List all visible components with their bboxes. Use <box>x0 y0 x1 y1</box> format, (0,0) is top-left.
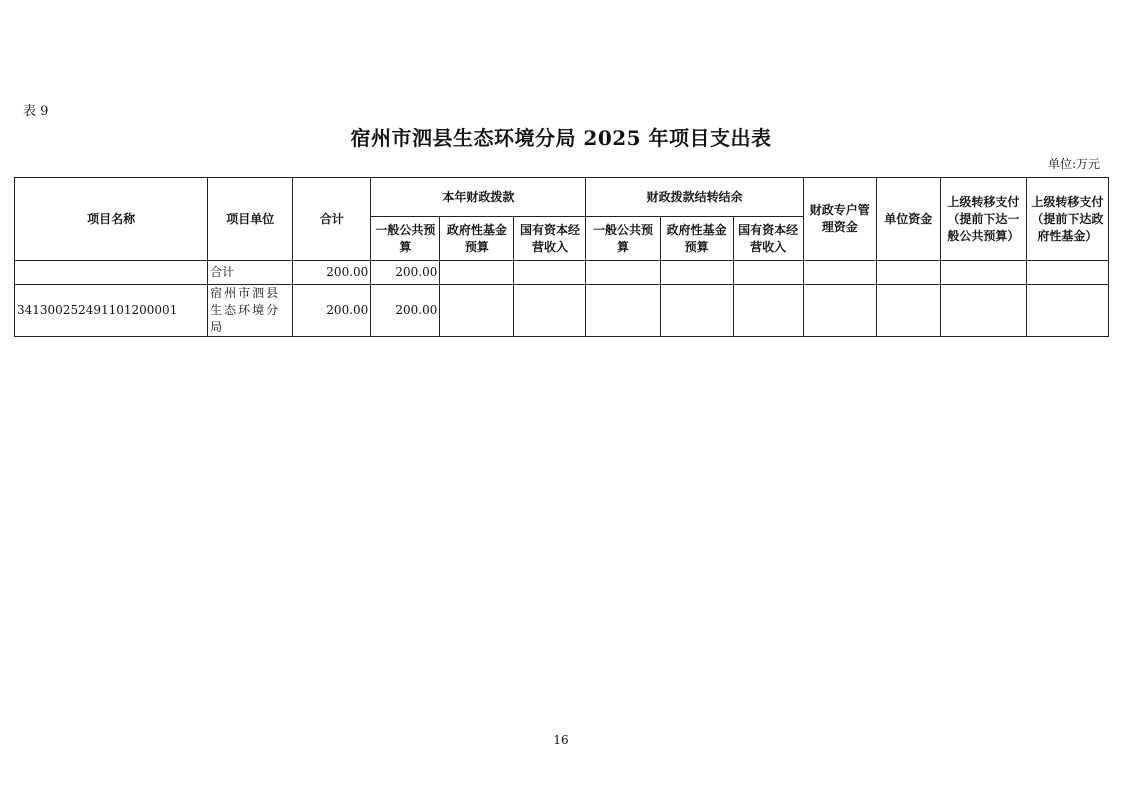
col-header-project-name: 项目名称 <box>15 178 208 261</box>
col-header-transfer-general: 上级转移支付（提前下达一般公共预算） <box>940 178 1026 261</box>
cell-total: 200.00 <box>293 285 371 337</box>
cell-empty <box>733 261 803 285</box>
table-row <box>15 285 1109 337</box>
cell-empty <box>803 261 876 285</box>
cell-empty <box>876 261 940 285</box>
cell-project-name <box>15 261 208 285</box>
project-expenditure-table <box>14 177 1109 337</box>
cell-empty <box>733 285 803 337</box>
table-row-total <box>15 261 1109 285</box>
cell-empty <box>514 285 586 337</box>
unit-label: 单位:万元 <box>1047 157 1100 171</box>
col-header-carryover-general-budget: 一般公共预算 <box>586 217 660 261</box>
cell-empty <box>440 285 514 337</box>
cell-current-general-budget: 200.00 <box>371 261 440 285</box>
cell-empty <box>586 261 660 285</box>
document-title: 宿州市泗县生态环境分局 2025 年项目支出表 <box>350 126 772 150</box>
page-number: 16 <box>553 733 569 747</box>
col-header-special-mgmt-funds: 财政专户管理资金 <box>803 178 876 261</box>
cell-empty <box>1026 285 1108 337</box>
col-header-project-unit: 项目单位 <box>208 178 293 261</box>
cell-empty <box>803 285 876 337</box>
cell-empty <box>586 285 660 337</box>
cell-empty <box>660 261 733 285</box>
cell-empty <box>440 261 514 285</box>
cell-empty <box>514 261 586 285</box>
cell-total: 200.00 <box>293 261 371 285</box>
col-header-current-gov-fund-budget: 政府性基金预算 <box>440 217 514 261</box>
cell-empty <box>660 285 733 337</box>
cell-current-general-budget: 200.00 <box>371 285 440 337</box>
col-header-current-state-capital: 国有资本经营收入 <box>514 217 586 261</box>
col-header-transfer-gov-fund: 上级转移支付（提前下达政府性基金） <box>1026 178 1108 261</box>
cell-empty <box>1026 261 1108 285</box>
col-header-carryover-gov-fund-budget: 政府性基金预算 <box>660 217 733 261</box>
col-header-carryover-balance: 财政拨款结转结余 <box>586 178 803 217</box>
col-header-unit-funds: 单位资金 <box>876 178 940 261</box>
table-number-label: 表 9 <box>23 104 49 119</box>
cell-empty <box>940 285 1026 337</box>
col-header-current-year-appropriation: 本年财政拨款 <box>371 178 586 217</box>
cell-empty <box>876 285 940 337</box>
col-header-carryover-state-capital: 国有资本经营收入 <box>733 217 803 261</box>
col-header-total: 合计 <box>293 178 371 261</box>
cell-project-unit: 宿州市泗县生态环境分局 <box>208 285 293 337</box>
cell-empty <box>940 261 1026 285</box>
col-header-current-general-budget: 一般公共预算 <box>371 217 440 261</box>
cell-project-unit: 合计 <box>208 261 293 285</box>
cell-project-name: 341300252491101200001 <box>15 285 208 337</box>
